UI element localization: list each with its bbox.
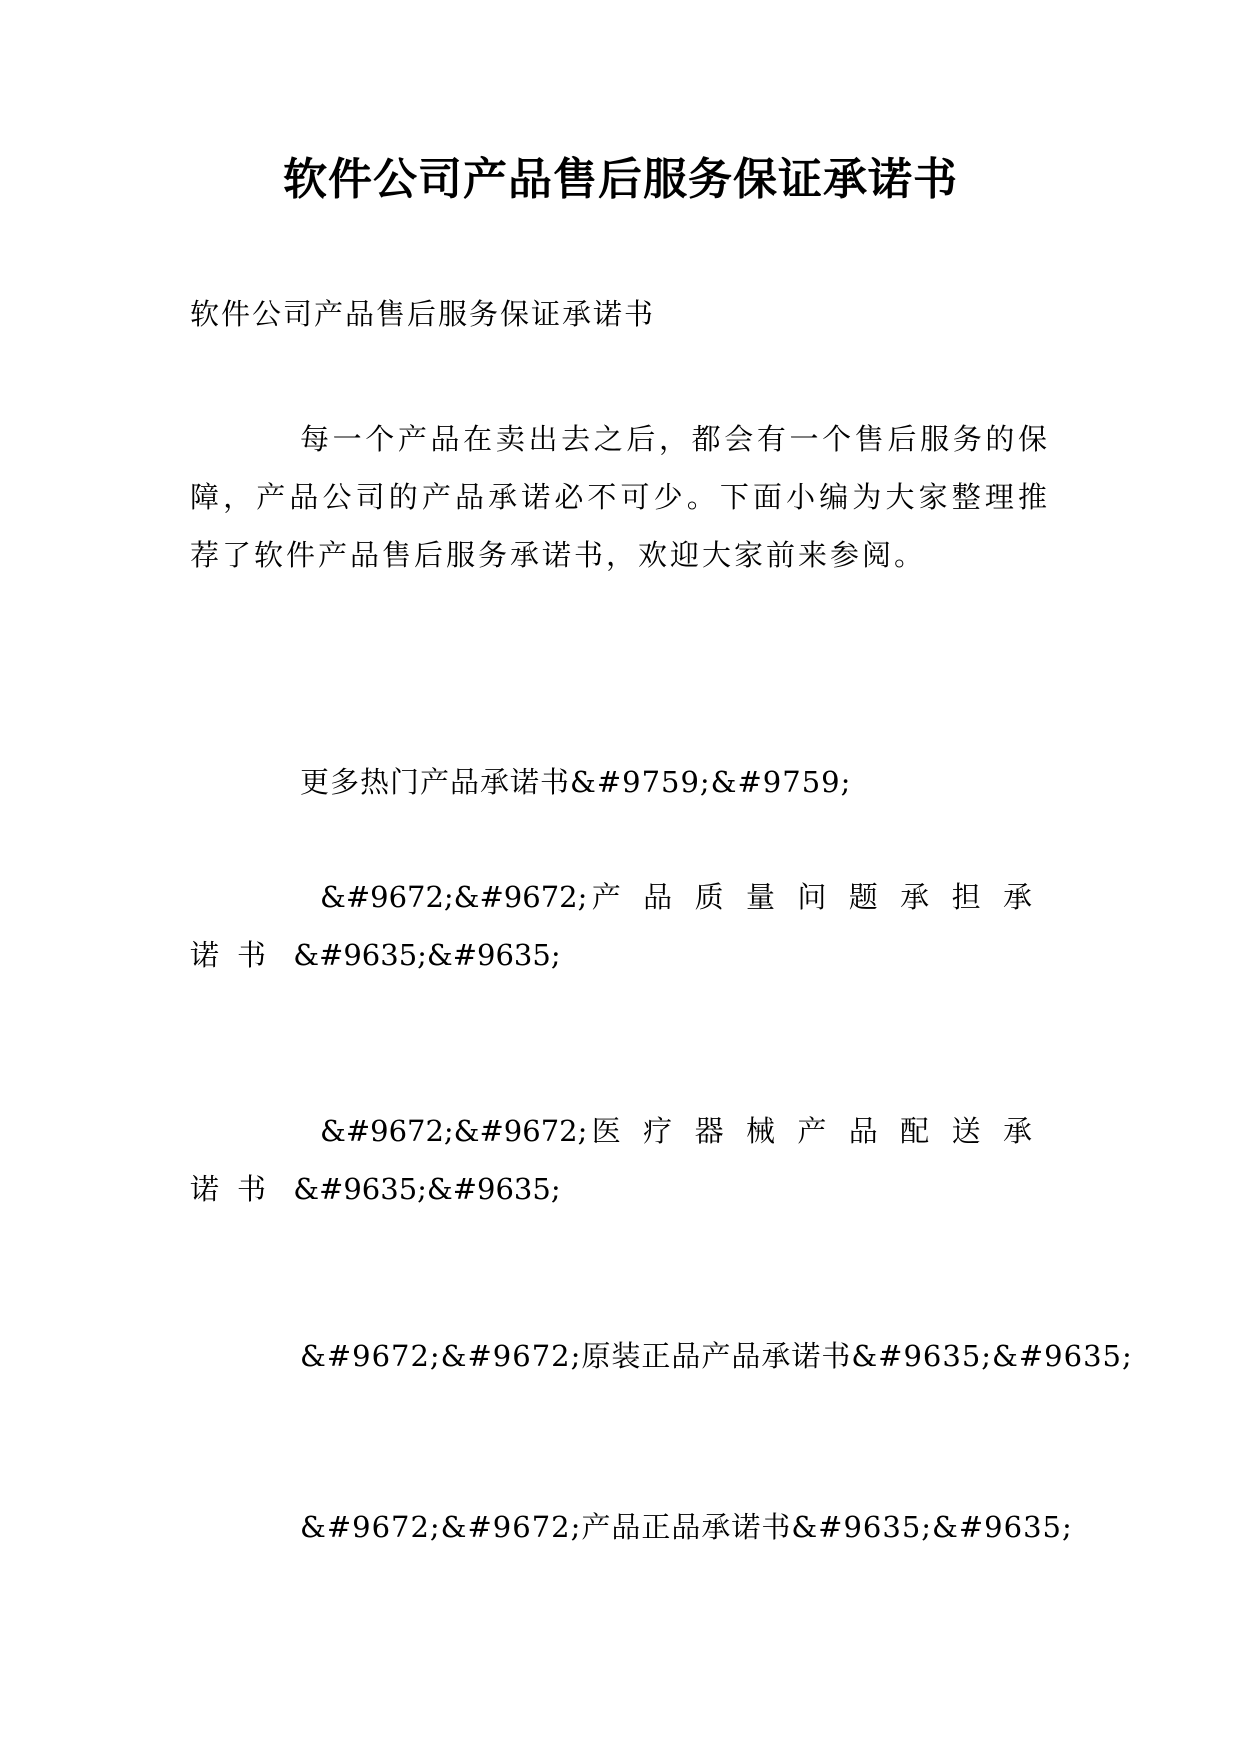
link-suffix: &#9635;&#9635; (293, 1172, 561, 1206)
document-title: 软件公司产品售后服务保证承诺书 (283, 154, 958, 205)
link-text: 产品质量问题承担承诺书 (190, 880, 1050, 972)
related-link-medical[interactable] (190, 1102, 1050, 1218)
link-suffix: &#9635;&#9635; (293, 938, 561, 972)
link-prefix: &#9672;&#9672; (320, 1114, 588, 1148)
link-prefix: &#9672;&#9672; (320, 880, 588, 914)
related-link-genuine[interactable]: &#9672;&#9672;产品正品承诺书&#9635;&#9635; (300, 1510, 1073, 1544)
more-heading: 更多热门产品承诺书&#9759;&#9759; (300, 765, 852, 799)
related-link-original[interactable]: &#9672;&#9672;原装正品产品承诺书&#9635;&#9635; (300, 1339, 1133, 1373)
related-link-quality[interactable] (190, 868, 1050, 984)
link-text: 医疗器械产品配送承诺书 (190, 1114, 1050, 1206)
document-subtitle: 软件公司产品售后服务保证承诺书 (190, 297, 656, 331)
intro-paragraph: 每一个产品在卖出去之后，都会有一个售后服务的保障，产品公司的产品承诺必不可少。下面小编为大家整理推荐了软件产品售后服务承诺书，欢迎大家前来参阅。 (190, 422, 1050, 572)
